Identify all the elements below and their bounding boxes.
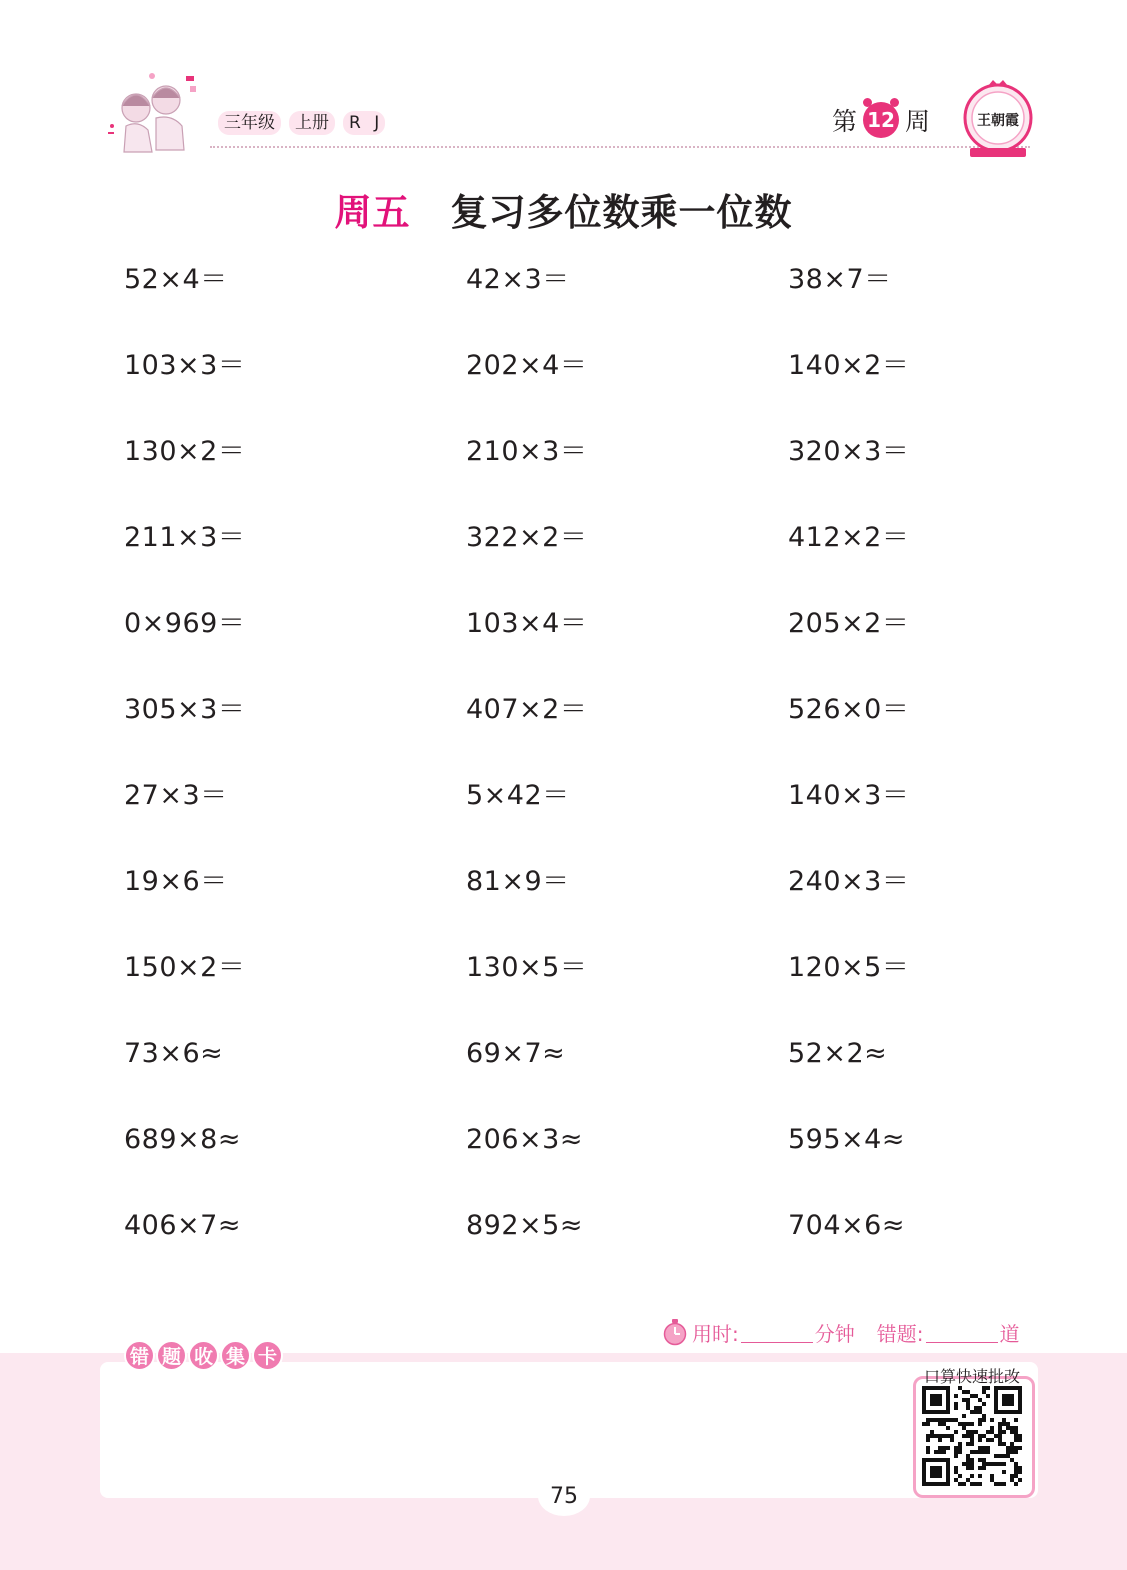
problem-item: 412×2＝ <box>788 522 910 553</box>
problem-item: 704×6≈ <box>788 1210 905 1241</box>
problem-item: 202×4＝ <box>466 350 588 381</box>
problem-item: 19×6＝ <box>124 866 228 897</box>
problem-item: 42×3＝ <box>466 264 570 295</box>
grade-badge: 三年级 <box>218 111 281 135</box>
problem-item: 81×9＝ <box>466 866 570 897</box>
problem-item: 150×2＝ <box>124 952 246 983</box>
edition-badge: R J <box>343 111 385 135</box>
problem-item: 0×969＝ <box>124 608 246 639</box>
title-topic: 复习多位数乘一位数 <box>450 191 793 234</box>
time-unit: 分钟 <box>814 1321 855 1346</box>
time-blank[interactable] <box>741 1322 813 1343</box>
problem-item: 407×2＝ <box>466 694 588 725</box>
problem-item: 52×4＝ <box>124 264 228 295</box>
problem-item: 103×4＝ <box>466 608 588 639</box>
problem-item: 305×3＝ <box>124 694 246 725</box>
collection-title-char: 集 <box>220 1340 251 1371</box>
problem-item: 130×5＝ <box>466 952 588 983</box>
week-suffix: 周 <box>905 107 931 136</box>
problem-item: 38×7＝ <box>788 264 892 295</box>
problem-item: 120×5＝ <box>788 952 910 983</box>
problem-item: 27×3＝ <box>124 780 228 811</box>
week-prefix: 第 <box>832 107 858 136</box>
problem-item: 52×2≈ <box>788 1038 888 1069</box>
problem-item: 406×7≈ <box>124 1210 241 1241</box>
errors-label: 错题: <box>876 1321 924 1346</box>
problem-item: 205×2＝ <box>788 608 910 639</box>
term-badge: 上册 <box>289 111 335 135</box>
problem-item: 206×3≈ <box>466 1124 583 1155</box>
errors-blank[interactable] <box>926 1322 998 1343</box>
week-number-alarm-icon: 12 <box>863 102 899 138</box>
problem-item: 69×7≈ <box>466 1038 566 1069</box>
problem-item: 140×3＝ <box>788 780 910 811</box>
page-number: 75 <box>538 1476 590 1516</box>
problem-item: 892×5≈ <box>466 1210 583 1241</box>
problem-item: 240×3＝ <box>788 866 910 897</box>
timing-record <box>662 1317 1020 1347</box>
problem-item: 595×4≈ <box>788 1124 905 1155</box>
problem-item: 526×0＝ <box>788 694 910 725</box>
collection-title <box>124 1340 283 1372</box>
collection-title-char: 卡 <box>252 1340 283 1371</box>
qr-code-icon[interactable] <box>922 1386 1022 1486</box>
problem-item: 5×42＝ <box>466 780 570 811</box>
errors-unit: 道 <box>999 1321 1020 1346</box>
problem-item: 140×2＝ <box>788 350 910 381</box>
problem-item: 322×2＝ <box>466 522 588 553</box>
qr-label: 口算快速批改 <box>924 1367 1021 1386</box>
collection-title-char: 收 <box>188 1340 219 1371</box>
problem-item: 210×3＝ <box>466 436 588 467</box>
collection-title-char: 题 <box>156 1340 187 1371</box>
stopwatch-icon <box>662 1318 688 1346</box>
title-day: 周五 <box>334 191 411 234</box>
problem-item: 211×3＝ <box>124 522 246 553</box>
problem-item: 103×3＝ <box>124 350 246 381</box>
problem-item: 130×2＝ <box>124 436 246 467</box>
collection-title-char: 错 <box>124 1340 155 1371</box>
brand-name: 王朝霞 <box>977 113 1019 129</box>
problem-item: 73×6≈ <box>124 1038 224 1069</box>
time-label: 用时: <box>692 1321 739 1346</box>
problem-item: 689×8≈ <box>124 1124 241 1155</box>
problem-item: 320×3＝ <box>788 436 910 467</box>
